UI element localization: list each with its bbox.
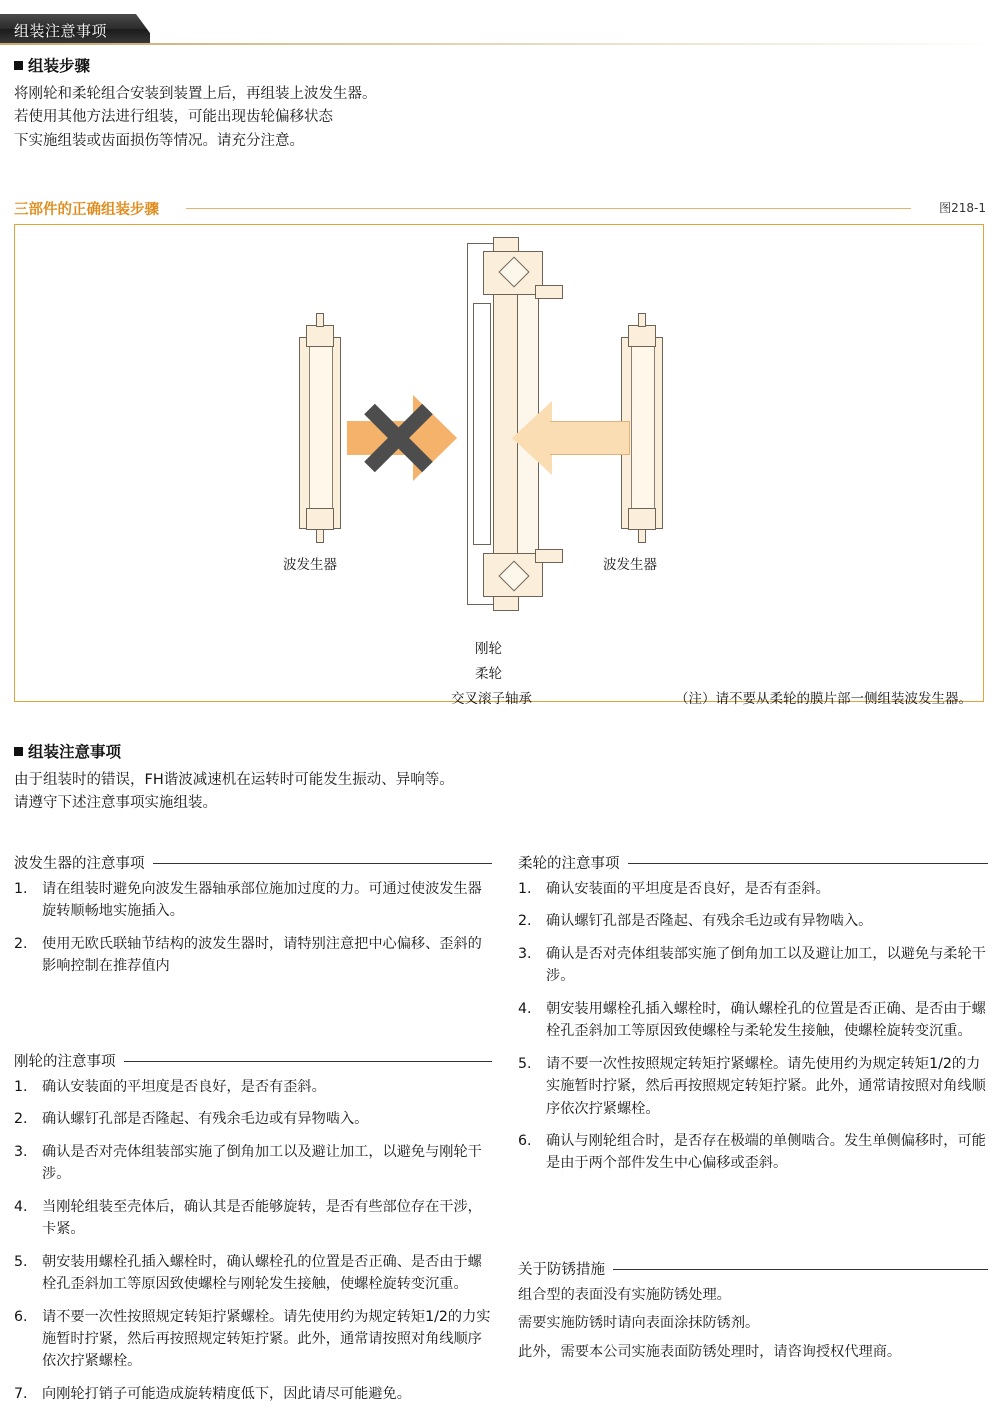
list-item: [14, 1383, 492, 1405]
figure-note: （注）请不要从柔轮的膜片部一侧组装波发生器。: [675, 691, 972, 707]
assembly-cautions-line-1: 由于组装时的错误，FH谐波减速机在运转时可能发生振动、异响等。: [14, 771, 454, 788]
anti-rust-paragraph-3: 此外，需要本公司实施表面防锈处理时，请咨询授权代理商。: [518, 1343, 902, 1360]
correct-direction-arrow: [512, 401, 630, 475]
item-number: 6.: [14, 1308, 28, 1325]
section-header-tab: [0, 14, 158, 44]
assembly-cautions-heading: [14, 742, 714, 764]
item-text: 请在组装时避免向波发生器轴承部位施加过度的力。可通过使波发生器旋转顺畅地实施插入。: [42, 881, 482, 920]
item-text: 确认螺钉孔部是否隆起、有残余毛边或有异物啮入。: [546, 913, 873, 930]
assembly-figure: [14, 224, 984, 707]
item-text: 朝安装用螺栓孔插入螺栓时，确认螺栓孔的位置是否正确、是否由于螺栓孔歪斜加工等原因致使螺栓与刚轮发生接触，使螺栓旋转变沉重。: [42, 1253, 482, 1293]
list-item: [14, 1141, 492, 1186]
correct-arrow-head: [512, 401, 552, 475]
caption-wave-generator-left: 波发生器: [283, 557, 337, 573]
caption-flex-gear: 柔轮: [475, 666, 502, 682]
item-text: 确认安装面的平坦度是否良好，是否有歪斜。: [42, 1079, 326, 1095]
wave-generator-notes-group: [14, 852, 492, 988]
wave-generator-left-bottom-shaft: [316, 529, 324, 543]
wave-generator-notes-list: [14, 878, 492, 978]
anti-rust-paragraphs: [518, 1284, 988, 1363]
assembly-cautions-line-2: 请遵守下述注意事项实施组装。: [14, 795, 217, 812]
square-bullet-icon: [14, 61, 23, 70]
anti-rust-title-text: 关于防锈措施: [518, 1258, 613, 1279]
assembly-steps-line-1: 将刚轮和柔轮组合安装到装置上后，再组装上波发生器。: [14, 85, 377, 102]
item-text: 朝安装用螺栓孔插入螺栓时，确认螺栓孔的位置是否正确、是否由于螺栓孔歪斜加工等原因致使螺栓与柔轮发生接触，使螺栓旋转变沉重。: [546, 1000, 986, 1040]
item-number: 3.: [518, 945, 532, 962]
item-number: 1.: [518, 881, 532, 897]
caption-cross-roller-bearing: 交叉滚子轴承: [451, 691, 532, 707]
mount-tab-bottom: [535, 549, 563, 563]
assembly-steps-line-2: 若使用其他方法进行组装，可能出现齿轮偏移状态: [14, 109, 333, 126]
figure-title-rule: [186, 208, 911, 209]
assembly-steps-block: [14, 56, 714, 153]
rigid-gear-notes-title: [14, 1050, 492, 1070]
flex-gear-notes-title: [518, 852, 988, 872]
item-text: 确认安装面的平坦度是否良好，是否有歪斜。: [546, 881, 830, 897]
wave-generator-left-bottom-cap: [306, 508, 334, 530]
item-number: 6.: [518, 1132, 532, 1149]
wave-generator-right-bottom-shaft: [638, 529, 646, 543]
list-item: [14, 1076, 492, 1098]
wave-generator-right-bottom-cap: [628, 508, 656, 530]
wave-generator-right-top-shaft: [638, 313, 646, 327]
list-item: [518, 943, 988, 988]
caption-wave-generator-right: 波发生器: [603, 557, 657, 573]
anti-rust-title: [518, 1258, 988, 1278]
correct-arrow-shaft: [550, 421, 630, 455]
item-text: 确认是否对壳体组装部实施了倒角加工以及避让加工，以避免与柔轮干涉。: [546, 945, 986, 985]
mount-tab-top: [535, 285, 563, 299]
cross-mark-icon: [361, 401, 435, 475]
assembly-steps-line-3: 下实施组装或齿面损伤等情况。请充分注意。: [14, 132, 304, 149]
flex-gear-notes-list: [518, 878, 988, 1175]
item-number: 2.: [14, 1111, 28, 1128]
list-item: [14, 1196, 492, 1241]
item-text: 向刚轮打销子可能造成旋转精度低下，因此请尽可能避免。: [42, 1385, 411, 1402]
list-item: [518, 878, 988, 900]
rigid-gear-notes-list: [14, 1076, 492, 1405]
anti-rust-paragraph-2: 需要实施防锈时请向表面涂抹防锈剂。: [518, 1315, 760, 1332]
item-text: 请不要一次性按照规定转矩拧紧螺栓。请先使用约为规定转矩1/2的力实施暂时拧紧，然后再按照规定转矩拧紧。此外，通常请按照对角线顺序依次拧紧螺栓。: [42, 1308, 491, 1370]
wave-generator-right-top-cap: [628, 325, 656, 347]
list-item: [14, 1306, 492, 1373]
section-title: 组装注意事项: [14, 22, 108, 40]
list-item: [14, 933, 492, 978]
wave-generator-left-top-shaft: [316, 313, 324, 327]
incorrect-direction-arrow: [347, 395, 457, 481]
figure-title-row: [14, 198, 986, 218]
wave-generator-title-text: 波发生器的注意事项: [14, 852, 153, 873]
assembly-steps-heading-text: 组装步骤: [28, 57, 91, 75]
item-number: 5.: [14, 1253, 28, 1270]
wave-generator-left-body: [299, 337, 341, 529]
assembly-cautions-heading-text: 组装注意事项: [28, 743, 122, 761]
wave-generator-notes-title: [14, 852, 492, 872]
item-number: 4.: [518, 1000, 532, 1017]
square-bullet-icon-2: [14, 747, 23, 756]
flex-gear-notes-group: [518, 852, 988, 1185]
item-text: 使用无欧氏联轴节结构的波发生器时，请特别注意把中心偏移、歪斜的影响控制在推荐值内: [42, 935, 482, 975]
rigid-gear-notes-group: [14, 1050, 492, 1415]
wave-generator-right-core: [631, 338, 655, 530]
assembly-cautions-block: [14, 742, 714, 816]
tab-corner-cut: [136, 14, 158, 44]
item-number: 1.: [14, 881, 28, 897]
flex-gear-diaphragm: [473, 303, 491, 545]
item-text: 确认与刚轮组合时，是否存在极端的单侧啮合。发生单侧偏移时，可能是由于两个部件发生中心偏移或歪斜。: [546, 1132, 986, 1172]
list-item: [518, 1130, 988, 1175]
wave-generator-left-top-cap: [306, 325, 334, 347]
item-number: 5.: [518, 1055, 532, 1072]
item-text: 确认螺钉孔部是否隆起、有残余毛边或有异物啮入。: [42, 1111, 369, 1128]
rigid-gear-title-text: 刚轮的注意事项: [14, 1050, 124, 1071]
item-number: 2.: [14, 935, 28, 952]
wave-generator-left-core: [309, 338, 333, 530]
item-number: 7.: [14, 1385, 28, 1402]
list-item: [518, 910, 988, 932]
item-number: 4.: [14, 1198, 28, 1215]
caption-rigid-gear: 刚轮: [475, 641, 502, 657]
flex-gear-title-text: 柔轮的注意事项: [518, 852, 628, 873]
list-item: [14, 878, 492, 923]
item-number: 1.: [14, 1079, 28, 1095]
figure-title: 三部件的正确组装步骤: [14, 202, 159, 218]
anti-rust-paragraph-1: 组合型的表面没有实施防锈处理。: [518, 1287, 731, 1303]
list-item: [14, 1108, 492, 1130]
list-item: [518, 998, 988, 1043]
list-item: [14, 1251, 492, 1296]
item-number: 3.: [14, 1143, 28, 1160]
anti-rust-group: [518, 1258, 988, 1369]
item-text: 当刚轮组装至壳体后，确认其是否能够旋转，是否有些部位存在干涉，卡紧。: [42, 1198, 482, 1238]
assembly-steps-heading: [14, 56, 714, 78]
figure-number: 图218-1: [939, 201, 986, 215]
list-item: [518, 1053, 988, 1120]
item-text: 确认是否对壳体组装部实施了倒角加工以及避让加工，以避免与刚轮干涉。: [42, 1143, 482, 1183]
header-divider: [0, 43, 1000, 45]
item-text: 请不要一次性按照规定转矩拧紧螺栓。请先使用约为规定转矩1/2的力实施暂时拧紧，然后再按照规定转矩拧紧。此外，通常请按照对角线顺序依次拧紧螺栓。: [546, 1055, 986, 1117]
item-number: 2.: [518, 913, 532, 930]
